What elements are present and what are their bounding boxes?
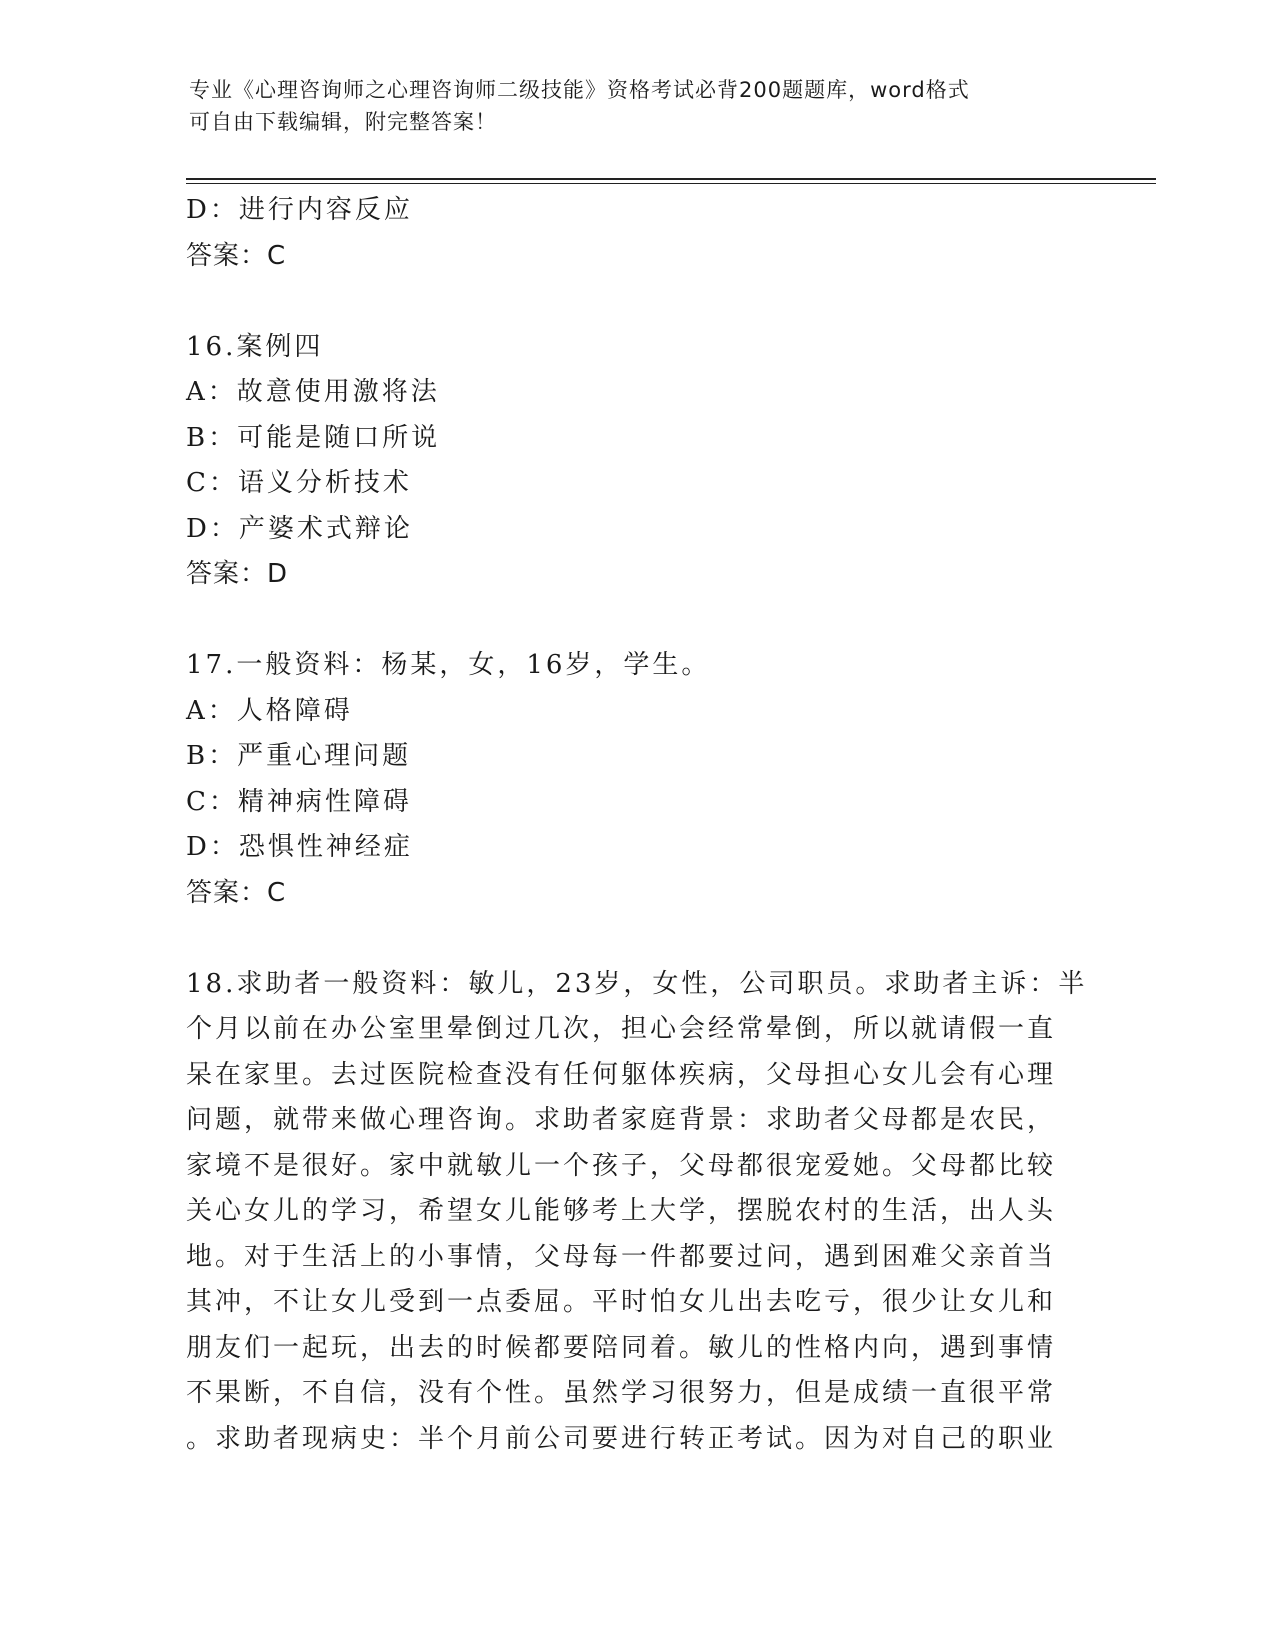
question-18 (186, 962, 1086, 1463)
page-header (189, 74, 1089, 138)
question-18-line: 个月以前在办公室里晕倒过几次，担心会经常晕倒，所以就请假一直 (186, 1014, 1057, 1044)
question-16-option-d: D：产婆术式辩论 (186, 513, 413, 544)
question-16-option-b: B：可能是随口所说 (186, 422, 441, 453)
document-body (186, 188, 1086, 1462)
prev-option-d: D：进行内容反应 (186, 195, 413, 225)
question-17-option-c: C：精神病性障碍 (186, 786, 412, 817)
header-divider-thick (186, 178, 1156, 180)
question-16-title: 16.案例四 (186, 331, 324, 362)
question-17-option-d: D：恐惧性神经症 (186, 832, 413, 862)
question-17-answer: 答案：C (186, 877, 287, 908)
question-17 (186, 643, 1086, 916)
question-16-option-c: C：语义分析技术 (186, 468, 412, 498)
question-17-option-b: B：严重心理问题 (186, 741, 412, 771)
question-18-line: 其冲，不让女儿受到一点委屈。平时怕女儿出去吃亏，很少让女儿和 (186, 1287, 1057, 1317)
question-18-line: 地。对于生活上的小事情，父母每一件都要过问，遇到困难父亲首当 (186, 1241, 1057, 1272)
question-16-option-a: A：故意使用激将法 (186, 377, 440, 407)
spacer (186, 279, 1086, 325)
question-18-line: 呆在家里。去过医院检查没有任何躯体疾病，父母担心女儿会有心理 (186, 1059, 1057, 1090)
question-18-line: 不果断，不自信，没有个性。虽然学习很努力，但是成绩一直很平常 (186, 1378, 1057, 1408)
header-divider-thin (186, 183, 1156, 184)
spacer (186, 598, 1086, 644)
question-18-line: 关心女儿的学习，希望女儿能够考上大学，摆脱农村的生活，出人头 (186, 1196, 1057, 1226)
question-18-line: 问题，就带来做心理咨询。求助者家庭背景：求助者父母都是农民， (186, 1105, 1057, 1135)
header-title-line-2: 可自由下载编辑，附完整答案！ (189, 110, 497, 134)
prev-answer: 答案：C (186, 240, 287, 271)
question-16 (186, 325, 1086, 598)
header-title-line-1: 专业《心理咨询师之心理咨询师二级技能》资格考试必背200题题库，word格式 (189, 78, 970, 102)
spacer (186, 916, 1086, 962)
question-17-title: 17.一般资料：杨某，女，16岁，学生。 (186, 650, 711, 680)
question-17-option-a: A：人格障碍 (186, 695, 353, 726)
question-18-line: 朋友们一起玩，出去的时候都要陪同着。敏儿的性格内向，遇到事情 (186, 1332, 1057, 1363)
question-18-line: 。求助者现病史：半个月前公司要进行转正考试。因为对自己的职业 (186, 1423, 1057, 1454)
question-18-line: 18.求助者一般资料：敏儿，23岁，女性，公司职员。求助者主诉：半 (186, 968, 1088, 999)
question-18-line: 家境不是很好。家中就敏儿一个孩子，父母都很宠爱她。父母都比较 (186, 1150, 1057, 1181)
question-16-answer: 答案：D (186, 559, 289, 589)
